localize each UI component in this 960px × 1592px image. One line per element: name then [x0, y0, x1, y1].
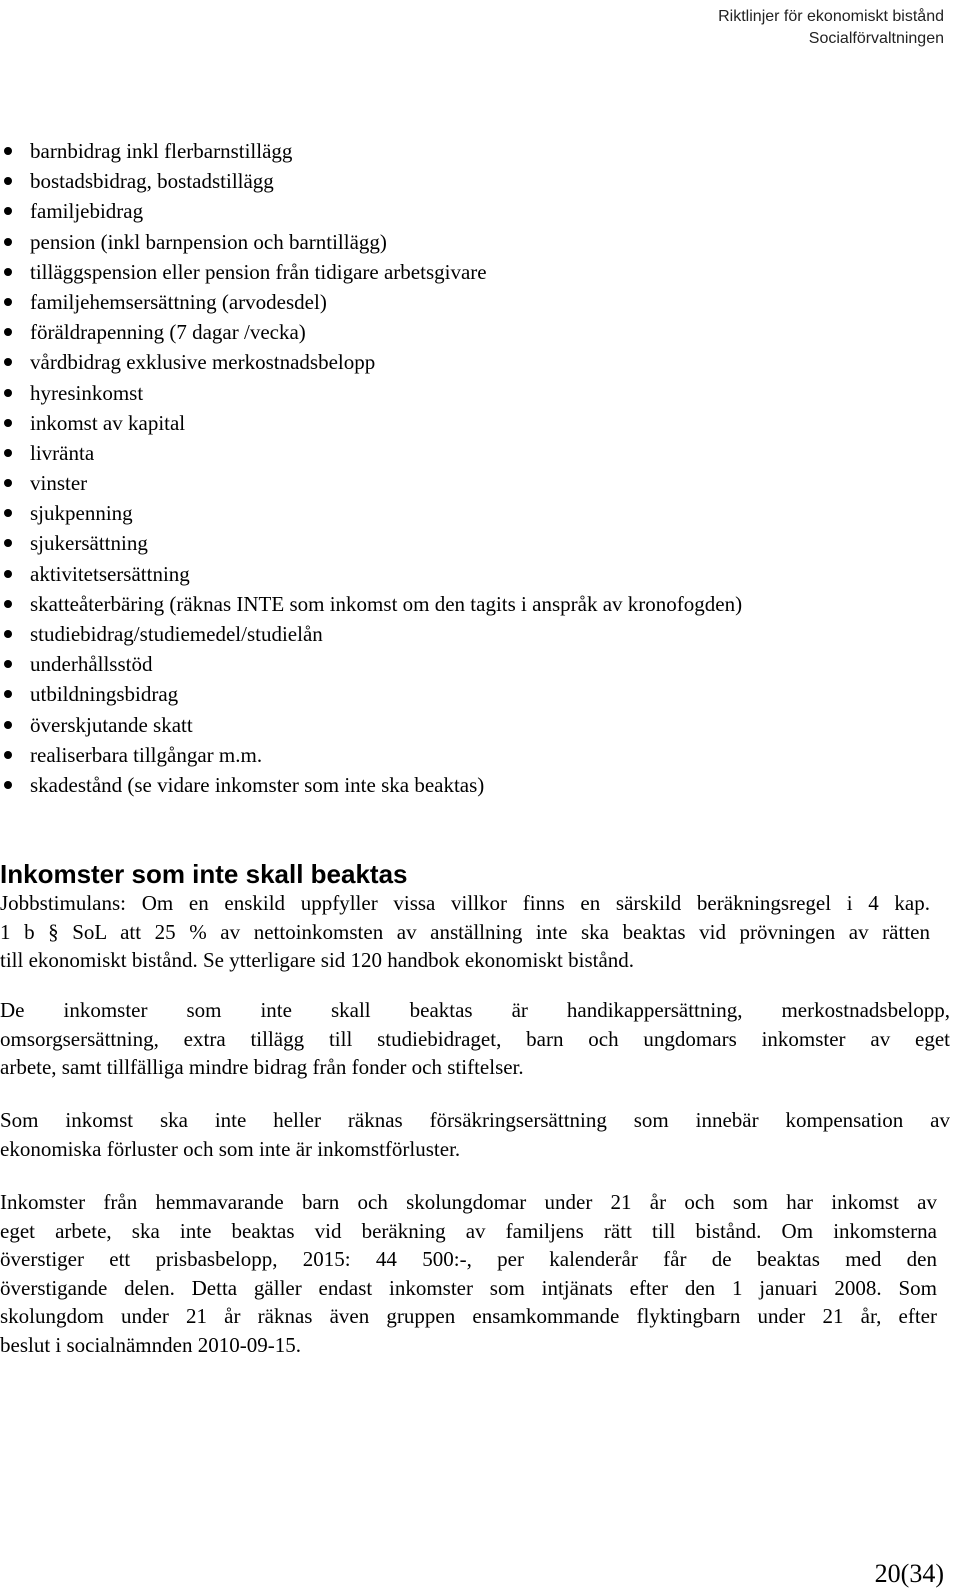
paragraph-line: ekonomiska förluster och som inte är inkomstförluster. [0, 1136, 461, 1161]
paragraph-line: Som inkomst ska inte heller räknas försäkringsersättning som innebär kompensation av [0, 1108, 950, 1132]
paragraph-line: till ekonomiskt bistånd. Se ytterligare sid 120 handbok ekonomiskt bistånd. [0, 948, 635, 972]
paragraph-line: skolungdom under 21 år räknas även gruppen ensamkommande flyktingbarn under 21 år, efter [0, 1304, 937, 1328]
list-item-label: studiebidrag/studiemedel/studielån [30, 622, 323, 646]
list-item [0, 378, 742, 408]
bullet-icon [4, 147, 12, 155]
list-item-label: sjukpenning [30, 501, 133, 526]
list-item [0, 196, 742, 226]
list-item-label: hyresinkomst [30, 380, 144, 405]
bullet-icon [4, 781, 12, 789]
list-item-label: familjehemsersättning (arvodesdel) [30, 289, 327, 314]
list-item-label: underhållsstöd [30, 652, 153, 677]
list-item [0, 438, 742, 468]
list-item-label: pension (inkl barnpension och barntillägg) [30, 229, 387, 254]
list-item [0, 740, 742, 770]
paragraph-line: Inkomster från hemmavarande barn och skolungdomar under 21 år och som har inkomst av [0, 1190, 937, 1214]
bullet-icon [4, 570, 12, 578]
list-item [0, 649, 742, 679]
list-item-label: aktivitetsersättning [30, 561, 190, 586]
list-item [0, 559, 742, 589]
list-item [0, 468, 742, 498]
bullet-icon [4, 690, 12, 698]
bullet-icon [4, 449, 12, 457]
list-item-label: föräldrapenning (7 dagar /vecka) [30, 320, 306, 345]
list-item [0, 679, 742, 709]
list-item-label: inkomst av kapital [30, 410, 186, 435]
list-item-label: vårdbidrag exklusive merkostnadsbelopp [30, 350, 376, 375]
list-item-label: familjebidrag [30, 199, 144, 224]
list-item-label: barnbidrag inkl flerbarnstillägg [30, 139, 293, 163]
bullet-icon [4, 660, 12, 668]
list-item-label: utbildningsbidrag [30, 682, 179, 707]
list-item [0, 710, 742, 740]
bullet-icon [4, 328, 12, 336]
list-item-label: skatteåterbäring (räknas INTE som inkomst om den tagits i anspråk av kronofogden) [30, 591, 743, 616]
bullet-icon [4, 298, 12, 306]
paragraph-youth-incomes [0, 1188, 937, 1359]
bullet-icon [4, 479, 12, 487]
paragraph-line: omsorgsersättning, extra tillägg till studiebidraget, barn och ungdomars inkomster av eget [0, 1026, 950, 1051]
list-item [0, 287, 742, 317]
paragraph-line: arbete, samt tillfälliga mindre bidrag från fonder och stiftelser. [0, 1055, 524, 1079]
list-item [0, 498, 742, 528]
paragraph-line: överstigande delen. Detta gäller endast inkomster som intjänats efter den 1 januari 2008. Som [0, 1275, 937, 1300]
list-item [0, 257, 742, 287]
bullet-icon [4, 539, 12, 547]
department-name: Socialförvaltningen [808, 30, 944, 47]
list-item [0, 619, 742, 649]
bullet-icon [4, 419, 12, 427]
list-item [0, 166, 742, 196]
bullet-icon [4, 358, 12, 366]
bullet-icon [4, 751, 12, 759]
list-item-label: bostadsbidrag, bostadstillägg [30, 169, 274, 194]
paragraph-line: 1 b § SoL att 25 % av nettoinkomsten av anställning inte ska beaktas vid prövningen av rätten [0, 919, 930, 944]
list-item [0, 317, 742, 347]
document-title: Riktlinjer för ekonomiskt bistånd [718, 8, 944, 25]
bullet-icon [4, 268, 12, 276]
list-item [0, 528, 742, 558]
bullet-icon [4, 389, 12, 397]
list-item-label: livränta [30, 440, 95, 465]
bullet-icon [4, 630, 12, 638]
list-item-label: överskjutande skatt [30, 712, 193, 737]
paragraph-line: eget arbete, ska inte beaktas vid beräkning av familjens rätt till bistånd. Om inkomsterna [0, 1218, 937, 1243]
list-item [0, 589, 742, 619]
paragraph-excluded-incomes [0, 996, 950, 1082]
paragraph-jobbstimulans [0, 889, 930, 975]
list-item [0, 136, 742, 166]
paragraph-line: överstiger ett prisbasbelopp, 2015: 44 500:-, per kalenderår får de beaktas med den [0, 1247, 937, 1271]
paragraph-line: Jobbstimulans: Om en enskild uppfyller vissa villkor finns en särskild beräkningsregel i 4 kap. [0, 891, 930, 915]
list-item-label: tilläggspension eller pension från tidigare arbetsgivare [30, 259, 487, 284]
section-heading: Inkomster som inte skall beaktas [0, 859, 408, 889]
list-item [0, 347, 742, 377]
document-header [718, 6, 944, 50]
bullet-icon [4, 509, 12, 517]
list-item-label: sjukersättning [30, 531, 148, 556]
bullet-icon [4, 207, 12, 215]
list-item-label: vinster [30, 471, 88, 496]
list-item-label: skadestånd (se vidare inkomster som inte ska beaktas) [30, 772, 485, 797]
list-item [0, 227, 742, 257]
page-number: 20(34) [874, 1559, 944, 1588]
paragraph-line: beslut i socialnämnden 2010-09-15. [0, 1332, 301, 1357]
paragraph-insurance-compensation [0, 1106, 950, 1163]
paragraph-line: De inkomster som inte skall beaktas är handikappersättning, merkostnadsbelopp, [0, 998, 950, 1022]
bullet-icon [4, 600, 12, 608]
bullet-icon [4, 721, 12, 729]
list-item [0, 408, 742, 438]
bullet-icon [4, 177, 12, 185]
list-item-label: realiserbara tillgångar m.m. [30, 742, 263, 767]
income-list [0, 136, 742, 800]
list-item [0, 770, 742, 800]
bullet-icon [4, 238, 12, 246]
